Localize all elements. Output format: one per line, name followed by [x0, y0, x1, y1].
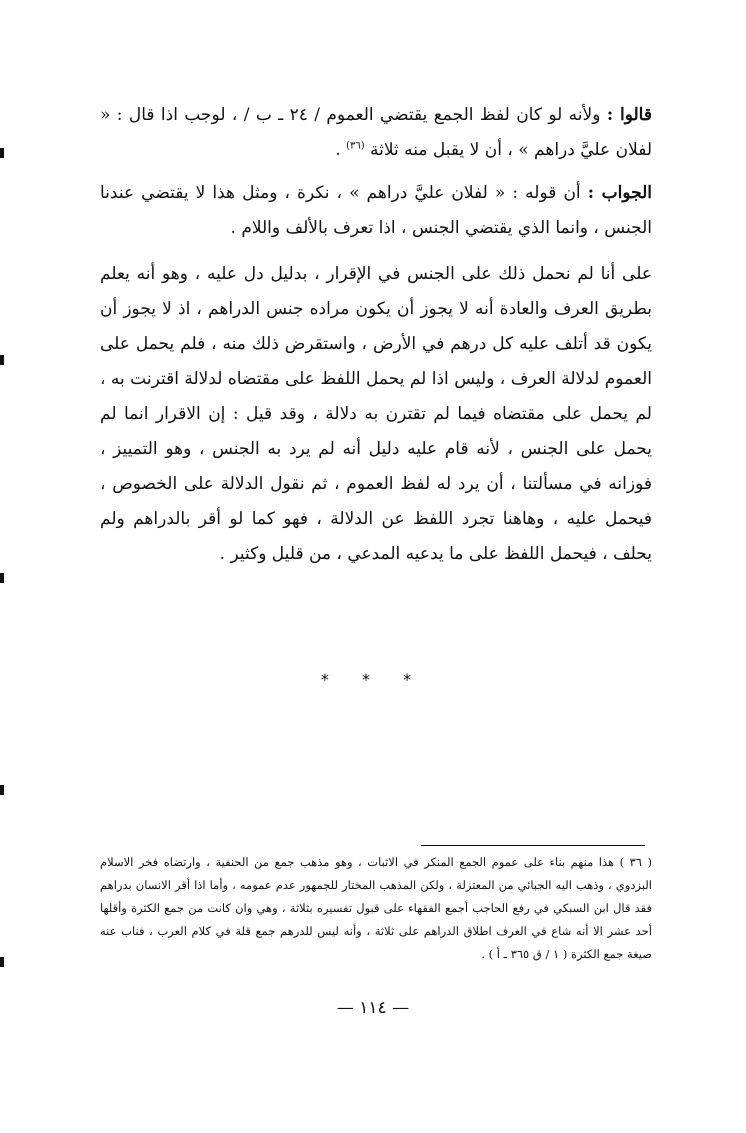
footnote-reference: (٣٦)	[346, 140, 365, 152]
edge-mark	[0, 957, 4, 967]
edge-mark	[0, 148, 4, 158]
paragraph-text: على أنا لم نحمل ذلك على الجنس في الإقرار ، بدليل دل عليه ، وهو أنه يعلم بطريق العرف والعادة أنه لا يجوز أن يكون مراده جنس الدراهم ، اذ لا يجوز أن يكون قد أتلف عليه كل درهم في الأرض ، واستقرض ذلك منه ، فلم يحمل على العموم لدلالة العرف ، وليس اذا لم يحمل اللفظ على مقتضاه لدلالة اقترنت به ، لم يحمل على مقتضاه فيما لم تقترن به دلالة ، وقد قيل : إن الاقرار انما لم يحمل على الجنس ، لأنه قام عليه دليل أنه لم يرد به الجنس ، وهو التمييز ، فوزانه في مسألتنا ، أن يرد له لفظ العموم ، ثم نقول الدلالة على الخصوص ، فيحمل عليه ، وهاهنا تجرد اللفظ عن الدلالة ، فهو كما لو أقر بالدراهم ولم يحلف ، فيحمل اللفظ على ما يدعيه المدعي ، من قليل وكثير .	[100, 264, 652, 564]
footnote	[100, 851, 652, 966]
footnote-text: ( ٣٦ ) هذا منهم بناء على عموم الجمع المنكر في الاثبات ، وهو مذهب جمع من الحنفية ، وارتضاه فخر الاسلام البزدوي ، وذهب اليه الجبائي من المعتزلة ، ولكن المذهب المختار للجمهور عدم عمومه ، وأما اذا أقر الانسان بدراهم فقد قال ابن السبكي في رفع الحاجب أجمع الفقهاء على قبول تفسيره بثلاثة ، وهي وان كانت من جمع الكثرة وأقلها أحد عشر الا أنه شاع في العرف اطلاق الدراهم على ثلاثة ، وأنه ليس للدرهم جمع قلة في كلام العرب ، فناب عنه صيغة جمع الكثرة ( ١ / ق ٣٦٥ ـ أ ) .	[100, 855, 652, 961]
page-number: — ١١٤ —	[336, 998, 410, 1018]
edge-mark	[0, 355, 4, 365]
paragraph-text: ولأنه لو كان لفظ الجمع يقتضي العموم / ٢٤ ـ ب / ، لوجب اذا قال : « لفلان عليَّ دراهم » ، أن لا يقبل منه ثلاثة	[100, 105, 652, 160]
edge-mark	[0, 785, 4, 795]
paragraph-text: أن قوله : « لفلان عليَّ دراهم » ، نكرة ، ومثل هذا لا يقتضي عندنا الجنس ، وانما الذي يقتضي الجنس ، اذا تعرف بالألف واللام .	[100, 183, 652, 238]
paragraph-lead: قالوا :	[606, 105, 652, 125]
edge-mark	[0, 573, 4, 583]
footnote-divider	[421, 845, 645, 846]
paragraph-argument	[100, 257, 652, 572]
paragraph-objection	[100, 98, 652, 168]
section-separator: * * *	[320, 670, 426, 689]
paragraph-lead: الجواب :	[587, 183, 652, 203]
paragraph-end: .	[335, 140, 341, 160]
paragraph-answer	[100, 176, 652, 246]
